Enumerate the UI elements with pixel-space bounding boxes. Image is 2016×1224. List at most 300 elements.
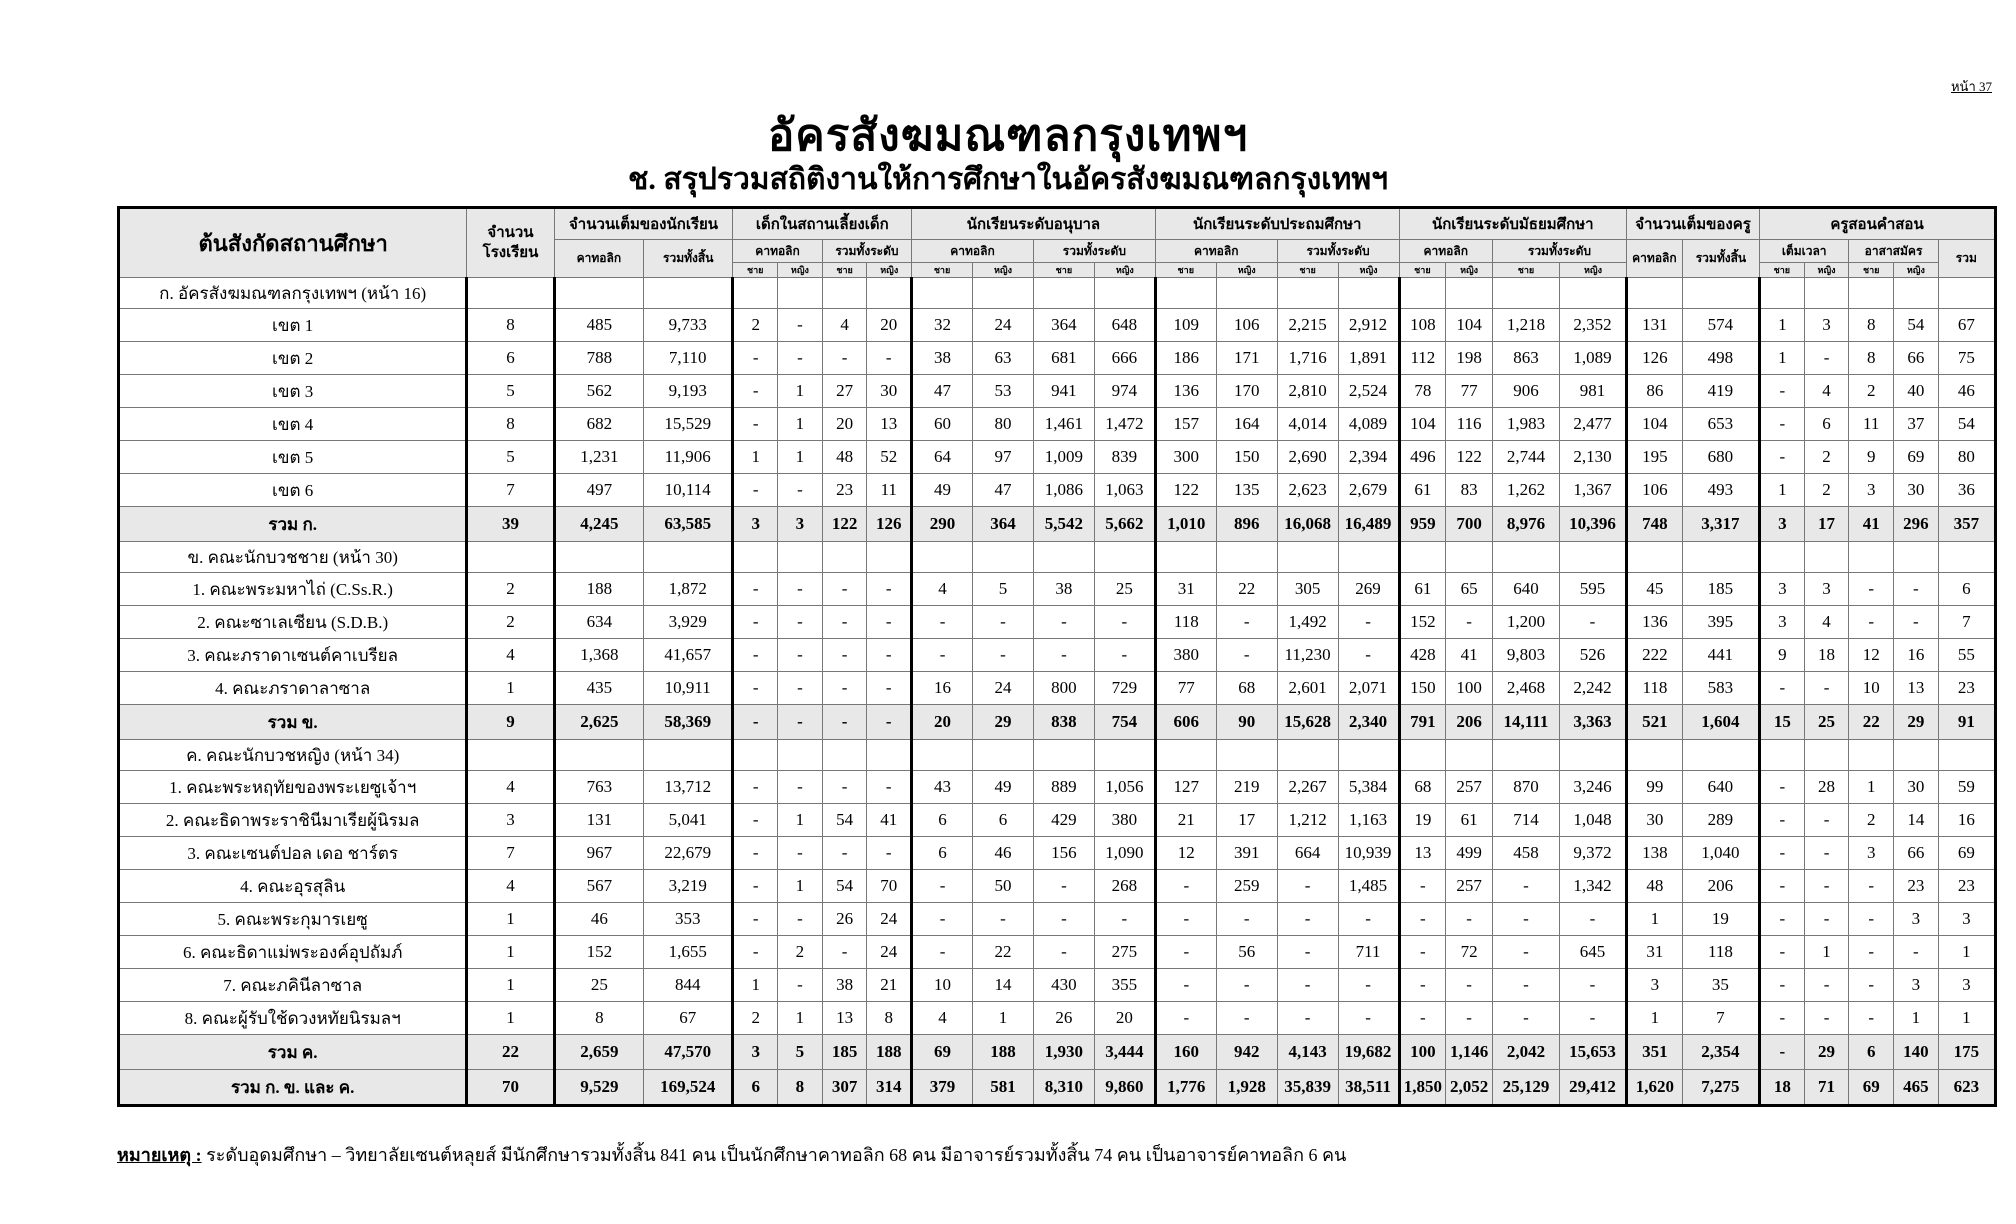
cell-value: 10,396 bbox=[1559, 507, 1626, 542]
cell-value: 7,110 bbox=[644, 342, 733, 375]
cell-value: 169,524 bbox=[644, 1070, 733, 1106]
cell-value: - bbox=[973, 903, 1034, 936]
empty-cell bbox=[1894, 278, 1939, 309]
empty-cell bbox=[1894, 542, 1939, 573]
cell-value: 41 bbox=[1446, 639, 1493, 672]
cell-value: 2,744 bbox=[1492, 441, 1559, 474]
cell-value: - bbox=[822, 342, 867, 375]
cell-value: 1,063 bbox=[1094, 474, 1155, 507]
cell-value: 3 bbox=[733, 507, 778, 542]
cell-value: 1,850 bbox=[1399, 1070, 1446, 1106]
cell-value: 14 bbox=[973, 969, 1034, 1002]
row-label: 1. คณะพระหฤทัยของพระเยซูเจ้าฯ bbox=[119, 771, 467, 804]
page-title: อัครสังฆมณฑลกรุงเทพฯ bbox=[767, 111, 1249, 160]
cell-value: 1,218 bbox=[1492, 309, 1559, 342]
cell-value: 680 bbox=[1682, 441, 1759, 474]
cell-value: 16,068 bbox=[1277, 507, 1338, 542]
cell-value: 364 bbox=[973, 507, 1034, 542]
cell-value: 754 bbox=[1094, 705, 1155, 740]
cell-value: 29 bbox=[1894, 705, 1939, 740]
cell-value: 2 bbox=[733, 309, 778, 342]
subtotal-label: รวม ค. bbox=[119, 1035, 467, 1070]
cell-value: 645 bbox=[1559, 936, 1626, 969]
cell-value: 275 bbox=[1094, 936, 1155, 969]
empty-cell bbox=[822, 542, 867, 573]
table-row bbox=[119, 936, 1996, 969]
cell-value: 889 bbox=[1033, 771, 1094, 804]
header-secondary: นักเรียนระดับมัธยมศึกษา bbox=[1399, 208, 1626, 240]
cell-value: 126 bbox=[1626, 342, 1682, 375]
cell-value: 69 bbox=[1938, 837, 1995, 870]
empty-cell bbox=[1492, 740, 1559, 771]
cell-value: 1 bbox=[1894, 1002, 1939, 1035]
cell-value: - bbox=[1446, 606, 1493, 639]
cell-value: 106 bbox=[1626, 474, 1682, 507]
empty-cell bbox=[1155, 542, 1216, 573]
empty-cell bbox=[1804, 740, 1849, 771]
table-row bbox=[119, 672, 1996, 705]
cell-value: 13 bbox=[822, 1002, 867, 1035]
cell-value: 1 bbox=[1760, 309, 1805, 342]
cell-value: 11 bbox=[867, 474, 912, 507]
cell-value: 269 bbox=[1338, 573, 1399, 606]
table-row bbox=[119, 309, 1996, 342]
empty-cell bbox=[822, 740, 867, 771]
cell-value: 219 bbox=[1216, 771, 1277, 804]
cell-value: - bbox=[1216, 606, 1277, 639]
cell-value: - bbox=[778, 672, 823, 705]
empty-cell bbox=[733, 542, 778, 573]
cell-value: 16,489 bbox=[1338, 507, 1399, 542]
empty-cell bbox=[1277, 542, 1338, 573]
cell-value: - bbox=[1155, 903, 1216, 936]
cell-value: 188 bbox=[973, 1035, 1034, 1070]
cell-value: 711 bbox=[1338, 936, 1399, 969]
cell-value: - bbox=[778, 573, 823, 606]
cell-value: 1,716 bbox=[1277, 342, 1338, 375]
cell-value: - bbox=[867, 606, 912, 639]
table-row bbox=[119, 870, 1996, 903]
cell-value: 100 bbox=[1446, 672, 1493, 705]
cell-value: 942 bbox=[1216, 1035, 1277, 1070]
cell-value: 4 bbox=[822, 309, 867, 342]
header-male: ชาย bbox=[822, 263, 867, 278]
cell-value: 25,129 bbox=[1492, 1070, 1559, 1106]
cell-value: - bbox=[778, 903, 823, 936]
cell-value: - bbox=[1033, 936, 1094, 969]
cell-value: - bbox=[822, 705, 867, 740]
cell-value: 1,485 bbox=[1338, 870, 1399, 903]
cell-value: 13 bbox=[1399, 837, 1446, 870]
cell-value: 72 bbox=[1446, 936, 1493, 969]
cell-value: 20 bbox=[822, 408, 867, 441]
cell-value: - bbox=[1849, 870, 1894, 903]
cell-value: - bbox=[1216, 639, 1277, 672]
header-all-levels: รวมทั้งระดับ bbox=[1492, 240, 1626, 263]
cell-value: 185 bbox=[1682, 573, 1759, 606]
header-catholic: คาทอลิก bbox=[733, 240, 822, 263]
cell-value: 26 bbox=[822, 903, 867, 936]
cell-value: 11 bbox=[1849, 408, 1894, 441]
empty-cell bbox=[1399, 278, 1446, 309]
empty-cell bbox=[1938, 740, 1995, 771]
cell-value: 12 bbox=[1155, 837, 1216, 870]
cell-value: 634 bbox=[554, 606, 643, 639]
cell-value: - bbox=[912, 639, 973, 672]
cell-value: 49 bbox=[912, 474, 973, 507]
header-male: ชาย bbox=[1492, 263, 1559, 278]
cell-value: 222 bbox=[1626, 639, 1682, 672]
table-row bbox=[119, 969, 1996, 1002]
cell-value: 24 bbox=[867, 936, 912, 969]
table-row bbox=[119, 342, 1996, 375]
cell-value: 435 bbox=[554, 672, 643, 705]
cell-value: 6 bbox=[912, 837, 973, 870]
cell-value: - bbox=[1760, 1002, 1805, 1035]
table-row bbox=[119, 441, 1996, 474]
grand-total-row bbox=[119, 1070, 1996, 1106]
cell-value: - bbox=[1804, 1002, 1849, 1035]
cell-value: 69 bbox=[1894, 441, 1939, 474]
cell-value: 24 bbox=[867, 903, 912, 936]
cell-value: 8 bbox=[778, 1070, 823, 1106]
cell-value: 581 bbox=[973, 1070, 1034, 1106]
cell-value: 1 bbox=[467, 936, 554, 969]
section-header-row bbox=[119, 542, 1996, 573]
row-label: เขต 3 bbox=[119, 375, 467, 408]
cell-value: - bbox=[1760, 837, 1805, 870]
header-female: หญิง bbox=[1216, 263, 1277, 278]
cell-value: - bbox=[1760, 903, 1805, 936]
cell-value: 1 bbox=[1626, 1002, 1682, 1035]
cell-value: 99 bbox=[1626, 771, 1682, 804]
cell-value: 10 bbox=[912, 969, 973, 1002]
cell-value: 61 bbox=[1446, 804, 1493, 837]
cell-value: 653 bbox=[1682, 408, 1759, 441]
row-label: เขต 5 bbox=[119, 441, 467, 474]
cell-value: - bbox=[778, 606, 823, 639]
cell-value: 748 bbox=[1626, 507, 1682, 542]
cell-value: - bbox=[867, 705, 912, 740]
cell-value: 380 bbox=[1155, 639, 1216, 672]
cell-value: 6 bbox=[912, 804, 973, 837]
cell-value: 6 bbox=[733, 1070, 778, 1106]
cell-value: - bbox=[1277, 969, 1338, 1002]
cell-value: 1 bbox=[1760, 342, 1805, 375]
cell-value: 2,690 bbox=[1277, 441, 1338, 474]
empty-cell bbox=[1155, 740, 1216, 771]
cell-value: 63 bbox=[973, 342, 1034, 375]
cell-value: 1,231 bbox=[554, 441, 643, 474]
cell-value: 35 bbox=[1682, 969, 1759, 1002]
cell-value: 22,679 bbox=[644, 837, 733, 870]
cell-value: - bbox=[1849, 606, 1894, 639]
cell-value: 314 bbox=[867, 1070, 912, 1106]
cell-value: 14,111 bbox=[1492, 705, 1559, 740]
cell-value: 9,860 bbox=[1094, 1070, 1155, 1106]
cell-value: - bbox=[1804, 870, 1849, 903]
cell-value: - bbox=[912, 870, 973, 903]
cell-value: 3 bbox=[1804, 309, 1849, 342]
cell-value: 185 bbox=[822, 1035, 867, 1070]
cell-value: 1 bbox=[733, 969, 778, 1002]
cell-value: - bbox=[1399, 1002, 1446, 1035]
cell-value: - bbox=[1804, 969, 1849, 1002]
cell-value: 2,659 bbox=[554, 1035, 643, 1070]
cell-value: 1,872 bbox=[644, 573, 733, 606]
cell-value: 35,839 bbox=[1277, 1070, 1338, 1106]
cell-value: 666 bbox=[1094, 342, 1155, 375]
cell-value: 2,524 bbox=[1338, 375, 1399, 408]
cell-value: 3 bbox=[733, 1035, 778, 1070]
cell-value: 70 bbox=[467, 1070, 554, 1106]
cell-value: 521 bbox=[1626, 705, 1682, 740]
cell-value: - bbox=[1760, 969, 1805, 1002]
cell-value: - bbox=[1338, 606, 1399, 639]
cell-value: 206 bbox=[1682, 870, 1759, 903]
cell-value: 11,906 bbox=[644, 441, 733, 474]
cell-value: 1,776 bbox=[1155, 1070, 1216, 1106]
cell-value: 140 bbox=[1894, 1035, 1939, 1070]
cell-value: 16 bbox=[912, 672, 973, 705]
cell-value: 25 bbox=[554, 969, 643, 1002]
cell-value: 53 bbox=[973, 375, 1034, 408]
empty-cell bbox=[973, 542, 1034, 573]
cell-value: 430 bbox=[1033, 969, 1094, 1002]
cell-value: 1 bbox=[467, 1002, 554, 1035]
cell-value: - bbox=[1760, 1035, 1805, 1070]
cell-value: 54 bbox=[822, 804, 867, 837]
section-label: ก. อัครสังฆมณฑลกรุงเทพฯ (หน้า 16) bbox=[119, 278, 467, 309]
cell-value: - bbox=[733, 771, 778, 804]
cell-value: - bbox=[1760, 936, 1805, 969]
cell-value: 68 bbox=[1399, 771, 1446, 804]
cell-value: - bbox=[1277, 903, 1338, 936]
header-kindergarten: นักเรียนระดับอนุบาล bbox=[912, 208, 1156, 240]
empty-cell bbox=[1760, 278, 1805, 309]
cell-value: 19 bbox=[1682, 903, 1759, 936]
cell-value: 68 bbox=[1216, 672, 1277, 705]
cell-value: 1,891 bbox=[1338, 342, 1399, 375]
cell-value: 186 bbox=[1155, 342, 1216, 375]
cell-value: 138 bbox=[1626, 837, 1682, 870]
cell-value: - bbox=[1399, 936, 1446, 969]
cell-value: 109 bbox=[1155, 309, 1216, 342]
cell-value: 9,372 bbox=[1559, 837, 1626, 870]
cell-value: 3,363 bbox=[1559, 705, 1626, 740]
cell-value: 1,472 bbox=[1094, 408, 1155, 441]
empty-cell bbox=[1094, 278, 1155, 309]
empty-cell bbox=[1804, 278, 1849, 309]
cell-value: 112 bbox=[1399, 342, 1446, 375]
cell-value: 355 bbox=[1094, 969, 1155, 1002]
table-row bbox=[119, 474, 1996, 507]
table-row bbox=[119, 606, 1996, 639]
cell-value: - bbox=[778, 771, 823, 804]
empty-cell bbox=[644, 278, 733, 309]
cell-value: 485 bbox=[554, 309, 643, 342]
cell-value: 136 bbox=[1626, 606, 1682, 639]
empty-cell bbox=[1338, 740, 1399, 771]
empty-cell bbox=[1849, 542, 1894, 573]
cell-value: - bbox=[778, 639, 823, 672]
cell-value: 150 bbox=[1399, 672, 1446, 705]
cell-value: 54 bbox=[1938, 408, 1995, 441]
cell-value: 83 bbox=[1446, 474, 1493, 507]
empty-cell bbox=[778, 278, 823, 309]
cell-value: - bbox=[1849, 573, 1894, 606]
empty-cell bbox=[644, 740, 733, 771]
cell-value: 37 bbox=[1894, 408, 1939, 441]
header-male: ชาย bbox=[1849, 263, 1894, 278]
cell-value: 3 bbox=[1760, 507, 1805, 542]
table-row bbox=[119, 804, 1996, 837]
cell-value: 56 bbox=[1216, 936, 1277, 969]
cell-value: 5 bbox=[467, 375, 554, 408]
cell-value: - bbox=[912, 936, 973, 969]
cell-value: - bbox=[1760, 375, 1805, 408]
cell-value: 1 bbox=[778, 441, 823, 474]
cell-value: 15,653 bbox=[1559, 1035, 1626, 1070]
cell-value: 22 bbox=[973, 936, 1034, 969]
section-label: ค. คณะนักบวชหญิง (หน้า 34) bbox=[119, 740, 467, 771]
cell-value: 6 bbox=[973, 804, 1034, 837]
cell-value: 38 bbox=[822, 969, 867, 1002]
empty-cell bbox=[1559, 542, 1626, 573]
cell-value: - bbox=[1338, 969, 1399, 1002]
cell-value: 157 bbox=[1155, 408, 1216, 441]
cell-value: - bbox=[733, 573, 778, 606]
cell-value: 2,354 bbox=[1682, 1035, 1759, 1070]
cell-value: 8 bbox=[867, 1002, 912, 1035]
empty-cell bbox=[867, 278, 912, 309]
cell-value: - bbox=[778, 309, 823, 342]
cell-value: - bbox=[733, 870, 778, 903]
cell-value: - bbox=[1804, 342, 1849, 375]
cell-value: 38 bbox=[1033, 573, 1094, 606]
cell-value: 1,928 bbox=[1216, 1070, 1277, 1106]
cell-value: 4,014 bbox=[1277, 408, 1338, 441]
cell-value: 36 bbox=[1938, 474, 1995, 507]
cell-value: 1,200 bbox=[1492, 606, 1559, 639]
cell-value: 493 bbox=[1682, 474, 1759, 507]
cell-value: - bbox=[1155, 870, 1216, 903]
empty-cell bbox=[1492, 542, 1559, 573]
row-label: 4. คณะภราดาลาซาล bbox=[119, 672, 467, 705]
cell-value: 13 bbox=[867, 408, 912, 441]
cell-value: 9,529 bbox=[554, 1070, 643, 1106]
cell-value: 2 bbox=[778, 936, 823, 969]
cell-value: - bbox=[1216, 903, 1277, 936]
cell-value: 122 bbox=[822, 507, 867, 542]
empty-cell bbox=[1155, 278, 1216, 309]
cell-value: 135 bbox=[1216, 474, 1277, 507]
cell-value: 59 bbox=[1938, 771, 1995, 804]
cell-value: - bbox=[822, 936, 867, 969]
empty-cell bbox=[912, 278, 973, 309]
cell-value: 2,477 bbox=[1559, 408, 1626, 441]
header-all-total: รวมทั้งสิ้น bbox=[1682, 240, 1759, 278]
cell-value: - bbox=[1804, 804, 1849, 837]
empty-cell bbox=[1338, 542, 1399, 573]
cell-value: 4,245 bbox=[554, 507, 643, 542]
header-female: หญิง bbox=[1094, 263, 1155, 278]
cell-value: - bbox=[822, 573, 867, 606]
cell-value: 8 bbox=[1849, 309, 1894, 342]
cell-value: 2,071 bbox=[1338, 672, 1399, 705]
cell-value: 6 bbox=[1849, 1035, 1894, 1070]
cell-value: 54 bbox=[1894, 309, 1939, 342]
empty-cell bbox=[1216, 740, 1277, 771]
cell-value: 838 bbox=[1033, 705, 1094, 740]
cell-value: 791 bbox=[1399, 705, 1446, 740]
cell-value: 4 bbox=[1804, 606, 1849, 639]
cell-value: 13 bbox=[1894, 672, 1939, 705]
cell-value: 967 bbox=[554, 837, 643, 870]
cell-value: - bbox=[733, 606, 778, 639]
cell-value: 1,604 bbox=[1682, 705, 1759, 740]
cell-value: 27 bbox=[822, 375, 867, 408]
row-label: 7. คณะภคินีลาซาล bbox=[119, 969, 467, 1002]
empty-cell bbox=[1033, 278, 1094, 309]
cell-value: 5,384 bbox=[1338, 771, 1399, 804]
cell-value: - bbox=[1094, 903, 1155, 936]
empty-cell bbox=[1094, 740, 1155, 771]
row-label: 3. คณะภราดาเซนต์คาเบรียล bbox=[119, 639, 467, 672]
cell-value: 959 bbox=[1399, 507, 1446, 542]
cell-value: 52 bbox=[867, 441, 912, 474]
cell-value: 1 bbox=[467, 672, 554, 705]
cell-value: - bbox=[733, 936, 778, 969]
cell-value: 12 bbox=[1849, 639, 1894, 672]
cell-value: 729 bbox=[1094, 672, 1155, 705]
cell-value: - bbox=[1155, 1002, 1216, 1035]
cell-value: - bbox=[1094, 606, 1155, 639]
cell-value: 259 bbox=[1216, 870, 1277, 903]
cell-value: 55 bbox=[1938, 639, 1995, 672]
cell-value: - bbox=[1804, 837, 1849, 870]
cell-value: 67 bbox=[644, 1002, 733, 1035]
cell-value: 10 bbox=[1849, 672, 1894, 705]
cell-value: - bbox=[822, 672, 867, 705]
empty-cell bbox=[867, 740, 912, 771]
cell-value: 1,040 bbox=[1682, 837, 1759, 870]
cell-value: 28 bbox=[1804, 771, 1849, 804]
cell-value: 4 bbox=[467, 639, 554, 672]
cell-value: - bbox=[733, 705, 778, 740]
cell-value: - bbox=[778, 705, 823, 740]
header-full-time: เต็มเวลา bbox=[1760, 240, 1849, 263]
cell-value: 1,342 bbox=[1559, 870, 1626, 903]
header-male: ชาย bbox=[1399, 263, 1446, 278]
cell-value: 90 bbox=[1216, 705, 1277, 740]
cell-value: 2,267 bbox=[1277, 771, 1338, 804]
cell-value: 2,052 bbox=[1446, 1070, 1493, 1106]
empty-cell bbox=[1938, 542, 1995, 573]
cell-value: 9 bbox=[1760, 639, 1805, 672]
cell-value: - bbox=[1338, 903, 1399, 936]
empty-cell bbox=[1277, 740, 1338, 771]
cell-value: - bbox=[1760, 804, 1805, 837]
empty-cell bbox=[1626, 278, 1682, 309]
cell-value: 1 bbox=[733, 441, 778, 474]
cell-value: 5 bbox=[973, 573, 1034, 606]
cell-value: 3 bbox=[1760, 573, 1805, 606]
empty-cell bbox=[973, 740, 1034, 771]
cell-value: 395 bbox=[1682, 606, 1759, 639]
cell-value: 2 bbox=[1804, 441, 1849, 474]
cell-value: 1,089 bbox=[1559, 342, 1626, 375]
